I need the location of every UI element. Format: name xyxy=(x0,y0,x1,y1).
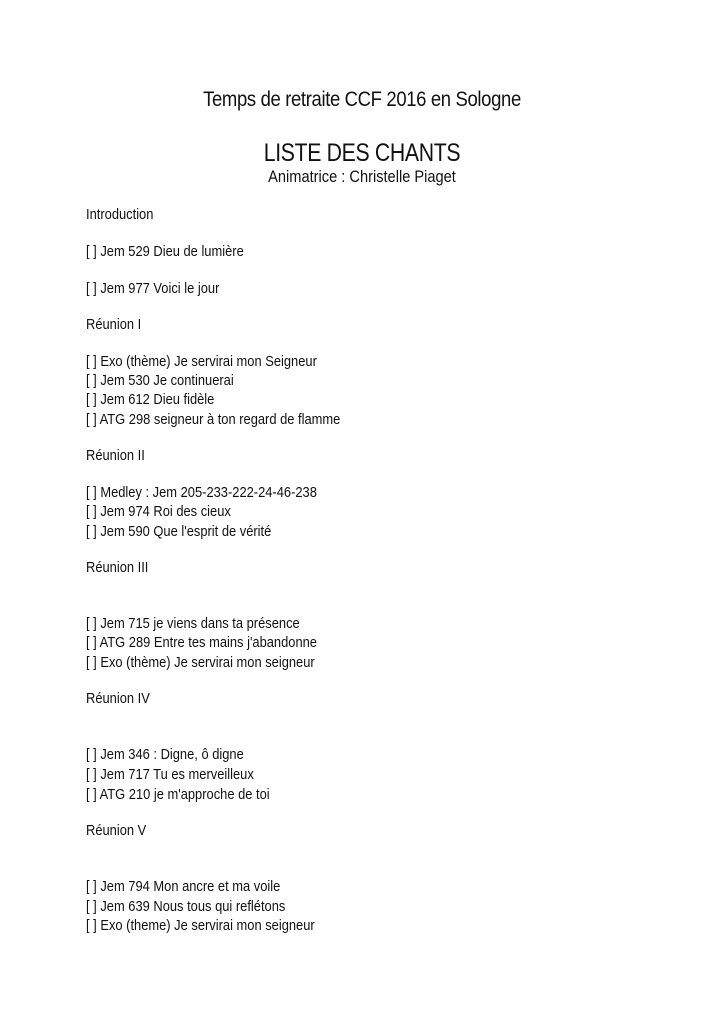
retreat-title: Temps de retraite CCF 2016 en Sologne xyxy=(203,88,521,111)
facilitator-line: Animatrice : Christelle Piaget xyxy=(268,167,456,186)
song-item: [ ] Exo (thème) Je servirai mon Seigneur xyxy=(86,353,317,370)
song-item: [ ] Exo (theme) Je servirai mon seigneur xyxy=(86,917,315,934)
song-item: [ ] Jem 346 : Digne, ô digne xyxy=(86,746,244,763)
song-item: [ ] ATG 289 Entre tes mains j'abandonne xyxy=(86,634,317,651)
section-heading-reunion-5: Réunion V xyxy=(86,822,147,839)
section-heading-reunion-2: Réunion II xyxy=(86,447,145,464)
song-item: [ ] ATG 210 je m'approche de toi xyxy=(86,786,270,803)
song-item: [ ] Jem 977 Voici le jour xyxy=(86,280,220,297)
section-heading-introduction: Introduction xyxy=(86,206,154,223)
song-item: [ ] Jem 612 Dieu fidèle xyxy=(86,391,215,408)
song-item: [ ] ATG 298 seigneur à ton regard de flamme xyxy=(86,411,341,428)
section-heading-reunion-4: Réunion IV xyxy=(86,690,150,707)
song-item: [ ] Jem 794 Mon ancre et ma voile xyxy=(86,878,281,895)
song-item: [ ] Jem 715 je viens dans ta présence xyxy=(86,615,300,632)
song-item: [ ] Jem 974 Roi des cieux xyxy=(86,503,231,520)
song-item: [ ] Exo (thème) Je servirai mon seigneur xyxy=(86,654,315,671)
section-heading-reunion-1: Réunion I xyxy=(86,316,142,333)
list-title: LISTE DES CHANTS xyxy=(263,139,461,167)
song-item: [ ] Jem 529 Dieu de lumière xyxy=(86,243,244,260)
song-item: [ ] Jem 717 Tu es merveilleux xyxy=(86,766,254,783)
song-item: [ ] Jem 590 Que l'esprit de vérité xyxy=(86,523,272,540)
section-heading-reunion-3: Réunion III xyxy=(86,559,149,576)
song-item: [ ] Medley : Jem 205-233-222-24-46-238 xyxy=(86,484,317,501)
song-item: [ ] Jem 639 Nous tous qui reflétons xyxy=(86,898,286,915)
song-item: [ ] Jem 530 Je continuerai xyxy=(86,372,234,389)
